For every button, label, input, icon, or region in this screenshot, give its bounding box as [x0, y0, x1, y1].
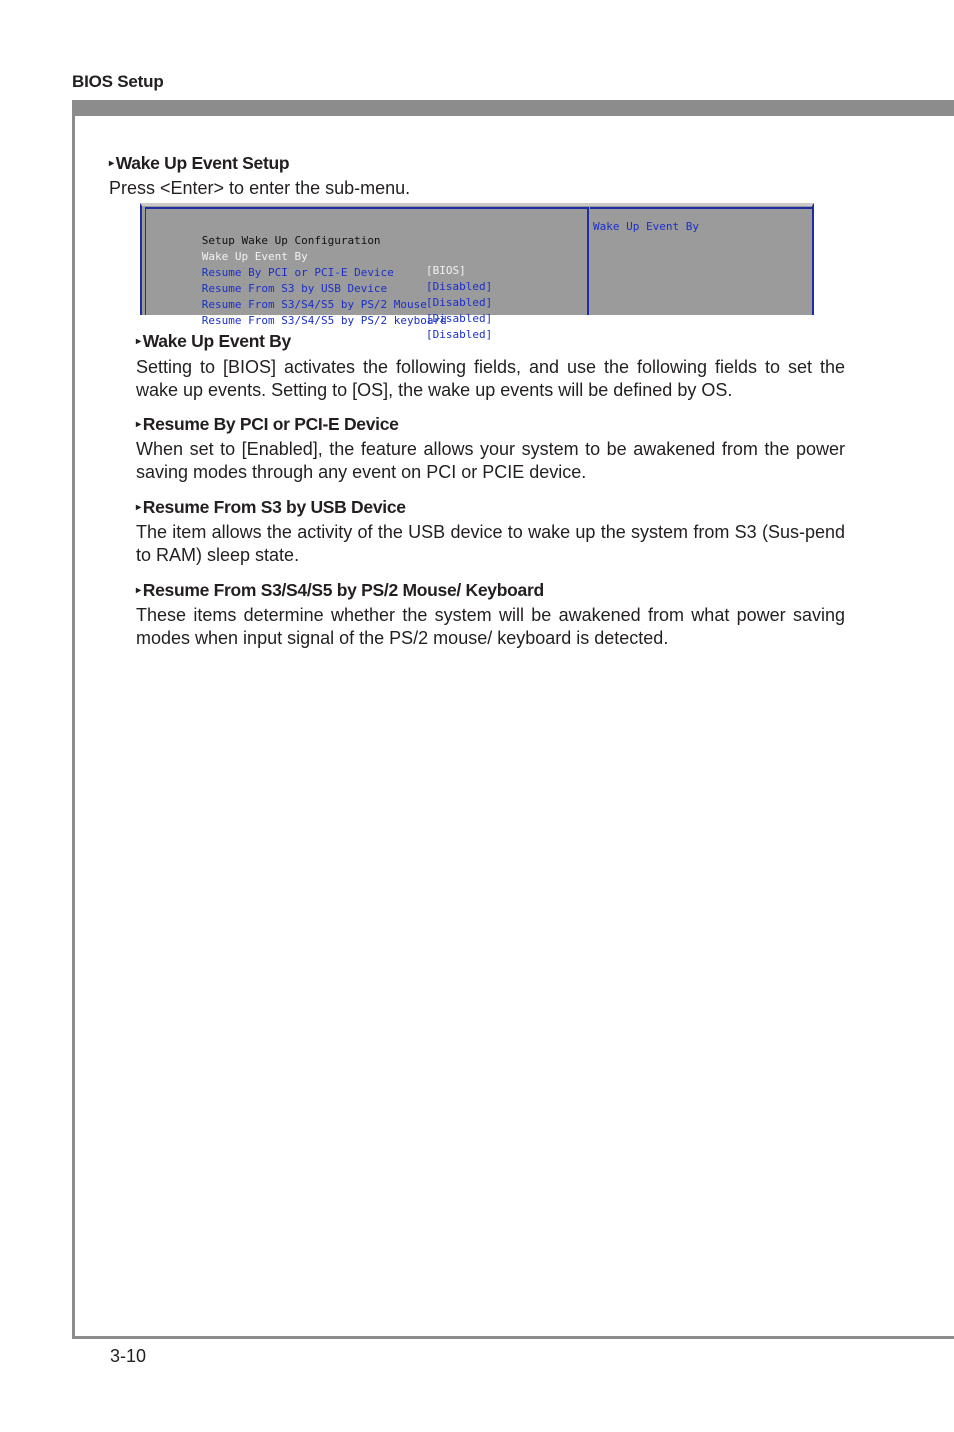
bios-help-panel	[590, 207, 812, 315]
bios-row-label: Resume From S3/S4/S5 by PS/2 Mouse	[201, 298, 427, 311]
bios-row-label: Resume From S3 by USB Device	[201, 282, 388, 295]
item-heading-label: Wake Up Event By	[142, 331, 291, 351]
bios-row-label: Wake Up Event By	[201, 250, 308, 263]
bios-row-value: [BIOS]	[426, 264, 466, 277]
bios-screenshot	[140, 203, 814, 341]
triangle-bullet-icon: ▸	[136, 336, 141, 347]
section-heading-wake-up-event-setup	[109, 153, 289, 174]
bios-menu-panel	[145, 207, 589, 341]
left-margin-rule	[72, 100, 75, 1339]
bios-row-value: [Disabled]	[426, 296, 493, 309]
page-number: 3-10	[110, 1346, 147, 1366]
triangle-bullet-icon: ▸	[136, 419, 141, 430]
bios-row-label: Resume By PCI or PCI-E Device	[201, 266, 394, 279]
item-heading-resume-ps2	[136, 580, 544, 601]
triangle-bullet-icon: ▸	[109, 158, 114, 169]
item-description: These items determine whether the system will be awakened from what power saving modes when input signal of the PS/2 mouse/ keyboard is detected.	[136, 605, 845, 648]
bios-row-label: Resume From S3/S4/S5 by PS/2 keyboard	[201, 314, 447, 327]
bios-help-text: Wake Up Event By	[593, 220, 699, 233]
bios-row-value: [Disabled]	[426, 312, 493, 325]
item-heading-label: Resume From S3/S4/S5 by PS/2 Mouse/ Keyboard	[142, 580, 544, 600]
triangle-bullet-icon: ▸	[136, 502, 141, 513]
item-heading-resume-s3-usb	[136, 497, 406, 518]
item-heading-wake-up-event-by	[136, 331, 291, 352]
item-description: The item allows the activity of the USB device to wake up the system from S3 (Sus-pend to RAM) sleep state.	[136, 522, 845, 565]
item-heading-resume-by-pci	[136, 414, 399, 435]
section-heading-label: Wake Up Event Setup	[115, 153, 290, 173]
bios-menu-title: Setup Wake Up Configuration	[201, 234, 381, 247]
item-heading-label: Resume By PCI or PCI-E Device	[142, 414, 399, 434]
intro-text: Press <Enter> to enter the sub-menu.	[109, 178, 411, 198]
bios-row-value: [Disabled]	[426, 280, 493, 293]
triangle-bullet-icon: ▸	[136, 585, 141, 596]
bios-row-resume-ps2-keyboard	[162, 300, 493, 341]
page-header-title: BIOS Setup	[72, 72, 164, 91]
item-description: Setting to [BIOS] activates the following fields, and use the following fields to set the wake up events. Setting to [OS], the wake up events will be defined by OS.	[136, 357, 845, 400]
header-bar	[72, 100, 954, 116]
item-heading-label: Resume From S3 by USB Device	[142, 497, 406, 517]
footer-rule	[72, 1336, 954, 1339]
item-description: When set to [Enabled], the feature allows your system to be awakened from the power saving modes through any event on PCI or PCIE device.	[136, 439, 845, 482]
bios-row-value: [Disabled]	[426, 328, 493, 341]
